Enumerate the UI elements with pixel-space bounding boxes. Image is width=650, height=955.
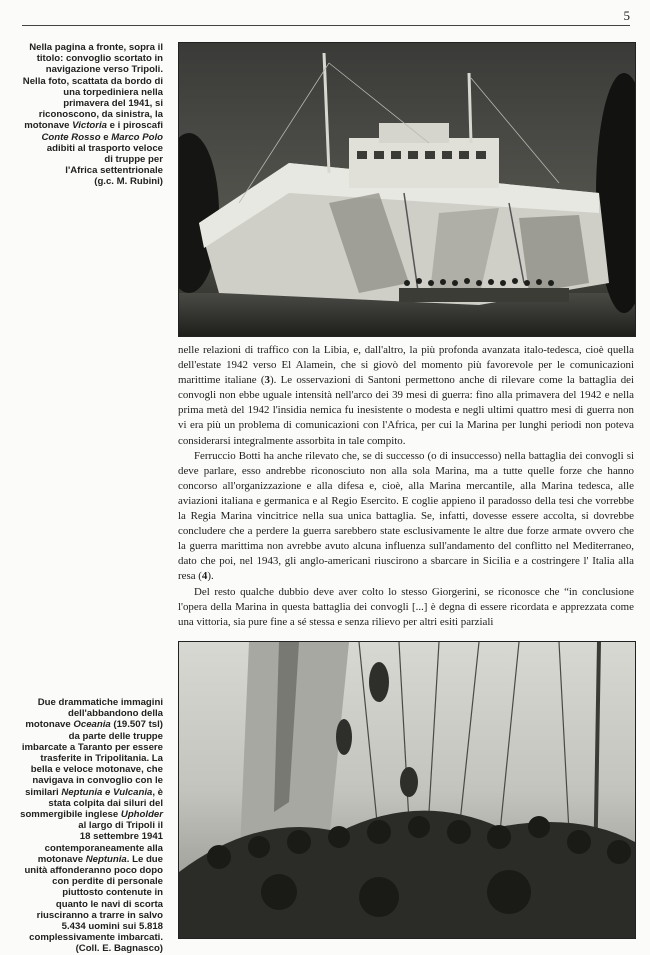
paragraph-text: ). Le osservazioni di Santoni permettono anche di rilevare come la battaglia dei convogli non ebbe uguale intensità nell'arco dei 39 mesi di guerra: fino alla primavera del 1942 e nella prima metà del 1942 l'insidia nemica fu inesistente o modesta e negli ultimi quattro mesi di guerra non vi era più un problema di comunicazioni con l'Africa, per cui la Marina per lunghi periodi non poteva considerarsi integralmente assorbita in tale compito. <box>178 374 634 447</box>
ship-names-neptunia-vulcania: Neptunia e Vulcania <box>61 786 153 798</box>
paragraph-text: ). <box>207 570 214 583</box>
caption-line: imbarcate a Taranto per essere <box>21 741 163 753</box>
paragraph-3 <box>178 585 634 630</box>
caption-line: con perdite di personale <box>52 876 163 888</box>
header-rule <box>22 25 630 26</box>
footnote-ref: 3 <box>264 374 270 387</box>
ship-name-victoria: Victoria <box>72 120 108 132</box>
caption-line: similari <box>25 786 62 798</box>
caption-line: e <box>100 131 112 143</box>
ship-name-marco-polo: Marco Polo <box>111 131 163 143</box>
ship-name-oceania: Oceania <box>73 719 111 731</box>
ship-name-conte-rosso: Conte Rosso <box>41 131 101 143</box>
caption-line: navigava in convoglio con le <box>32 775 163 787</box>
caption-line: piuttosto contenute in <box>62 887 163 899</box>
paragraph-text: nelle relazioni di traffico con la Libia, e, dall'altro, la più profonda avanzata italo-tedesca, cioè quella dell'estate 1942 verso El Alamein, che si giovò del momento più favorevole per le comunicazioni marittime italiane ( <box>178 344 634 387</box>
footnote-ref: 4 <box>201 570 208 583</box>
caption-line: dell'abbandono della <box>67 708 163 720</box>
caption-line: contemporaneamente alla <box>44 842 163 854</box>
caption-line: motonave <box>25 719 74 731</box>
submarine-name-upholder: Upholder <box>120 809 163 821</box>
photo-credit: (Coll. E. Bagnasco) <box>75 943 163 955</box>
caption-line: Nella foto, scattata da bordo di <box>22 75 163 87</box>
caption-line: 18 settembre 1941 <box>79 831 163 843</box>
caption-line: . Le due <box>126 853 163 865</box>
caption-line: bella e veloce motonave, che <box>30 764 163 776</box>
caption-line: al largo di Tripoli il <box>78 820 163 832</box>
caption-line: quanto le navi di scorta <box>55 898 163 910</box>
caption-line: una torpediniera nella <box>63 86 163 98</box>
caption-line: stata colpita dai siluri del <box>48 797 163 809</box>
photo-oceania-abandonment <box>178 641 636 939</box>
paragraph-text: Ferruccio Botti ha anche rilevato che, se di successo (o di insuccesso) nella battaglia dei convogli si deve parlare, esso andrebbe riconosciuto non alla sola Marina, ma a tutte quelle forze che hanno concorso all'organizzazione e alla difesa e, cioè, alla Marina mercantile, alla Marina tedesca, alle aviazioni italiana e germanica e al Regio Esercito. E coglie appieno il paradosso della tesi che vorrebbe la Regia Marina vincitrice nella sua unica battaglia. Se, infatti, dovesse essere accolta, si dovrebbe concludere che a perdere la guerra sarebbero state esclusivamente le altre due forze armate ovvero che la guerra marittima non avrebbe avuto alcuna influenza sull'andamento del conflitto nel Mediterraneo, dato che poi, nel 1943, gli anglo-americani riuscirono a sbarcare in Sicilia e a costringere l' Italia alla resa ( <box>178 449 634 583</box>
article-body <box>178 343 634 630</box>
caption-top <box>8 42 163 188</box>
paragraph-text: Del resto qualche dubbio deve aver colto lo stesso Giorgerini, se riconosce che “in conclusione l'opera della Marina in questa battaglia dei convogli [...] è degna di essere ricordata e apprezzata come una vittoria, sia pure fine a sé stessa e senza rilievo per altri esiti parziali <box>178 585 634 628</box>
photo-convoy-illustration <box>179 43 635 336</box>
photo-convoy-ships <box>178 42 636 337</box>
caption-line: l'Africa settentrionale <box>65 165 163 177</box>
caption-line: di truppe per <box>104 154 163 166</box>
paragraph-1 <box>178 343 634 449</box>
caption-line: motonave <box>37 853 86 865</box>
photo-credit: (g.c. M. Rubini) <box>94 176 163 188</box>
caption-line: unità affonderanno poco dopo <box>24 865 163 877</box>
caption-line: (19.507 tsl) <box>110 719 163 731</box>
caption-line: Nella pagina a fronte, sopra il <box>29 42 163 53</box>
caption-line: 5.434 uomini sui 5.818 <box>61 921 163 933</box>
caption-line: trasferite in Tripolitania. La <box>40 753 163 765</box>
caption-line: riusciranno a trarre in salvo <box>36 909 163 921</box>
caption-line: titolo: convoglio scortato in <box>36 53 163 65</box>
page-number: 5 <box>623 8 630 23</box>
ship-name-neptunia: Neptunia <box>85 853 127 865</box>
caption-bottom <box>8 697 163 955</box>
caption-line: motonave <box>24 120 73 132</box>
caption-line: e i piroscafi <box>107 120 163 132</box>
paragraph-2 <box>178 449 634 585</box>
caption-line: sommergibile inglese <box>20 809 121 821</box>
caption-line: da parte delle truppe <box>68 730 163 742</box>
caption-line: complessivamente imbarcati. <box>29 932 163 944</box>
caption-line: , è <box>152 786 163 798</box>
caption-line: Due drammatiche immagini <box>37 697 163 708</box>
caption-line: riconoscono, da sinistra, la <box>38 109 163 121</box>
photo-abandonment-illustration <box>179 642 635 938</box>
caption-line: navigazione verso Tripoli. <box>45 64 163 76</box>
caption-line: adibiti al trasporto veloce <box>46 142 163 154</box>
caption-line: primavera del 1941, si <box>63 98 163 110</box>
